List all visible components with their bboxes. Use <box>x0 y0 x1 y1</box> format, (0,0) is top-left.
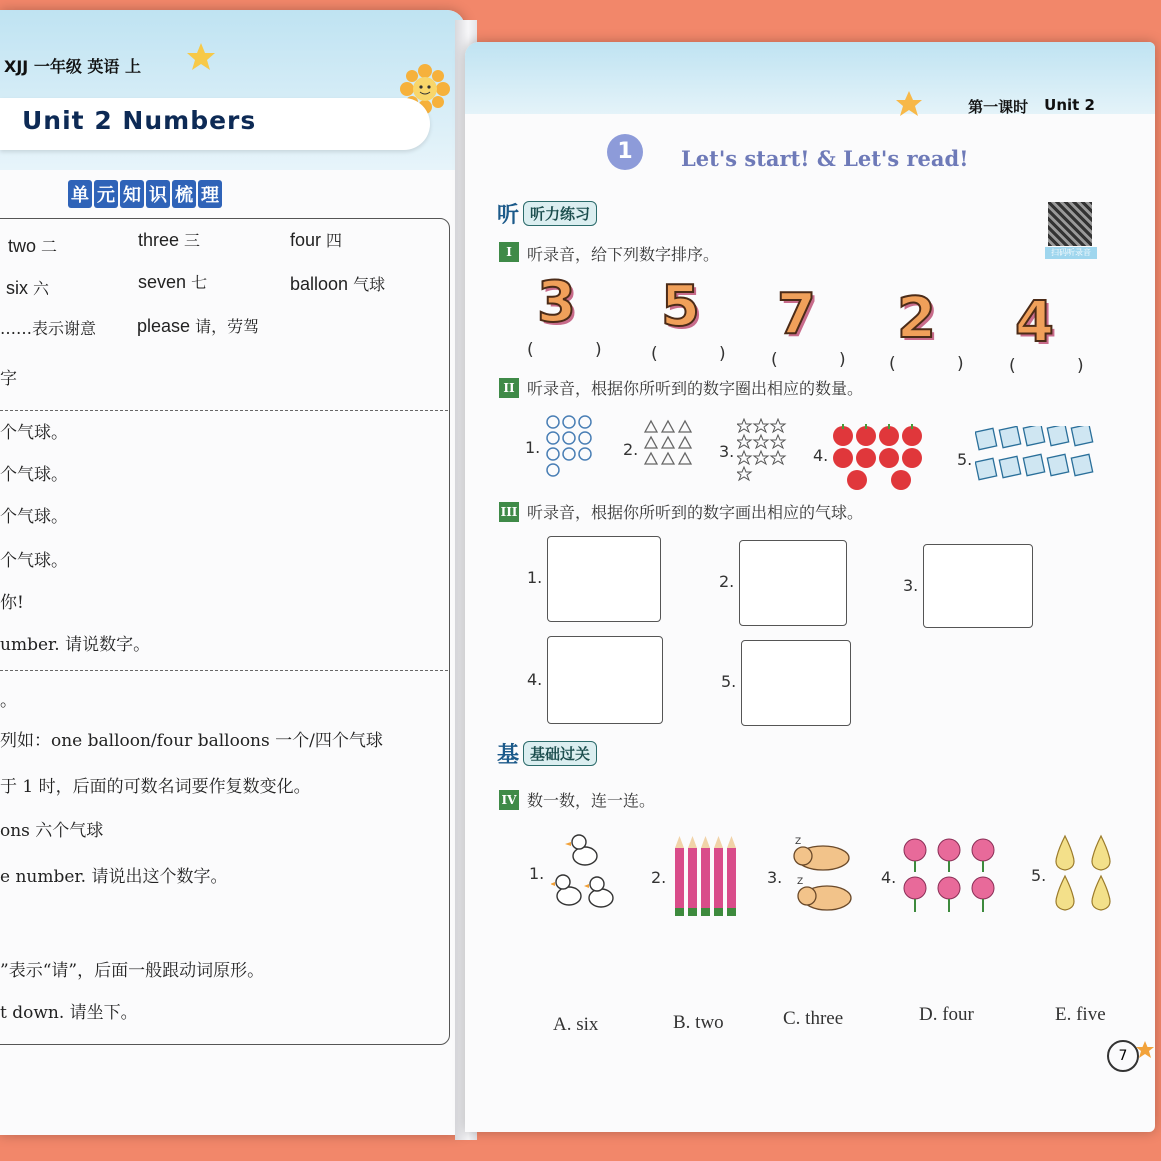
star-icon <box>186 42 216 72</box>
circles-icon[interactable] <box>545 414 597 480</box>
note: 列如：one balloon/four balloons 一个/四个气球 <box>0 731 383 751</box>
drawing-box[interactable] <box>547 636 663 724</box>
option-a: A. six <box>553 1014 599 1035</box>
vocab-item: four 四 <box>290 230 343 250</box>
listening-tag-char: 听 <box>497 203 520 228</box>
pears-icon[interactable] <box>1051 832 1119 916</box>
question-badge: I <box>499 242 519 262</box>
page-header <box>968 96 1095 117</box>
sentence: 个气球。 <box>0 507 68 527</box>
sentence: 你! <box>0 593 24 613</box>
note: 于 1 时，后面的可数名词要作复数变化。 <box>0 777 311 797</box>
vocab-item: six 六 <box>6 278 50 298</box>
item-label: 3. <box>719 442 735 461</box>
lesson-title: Let's start! & Let's read! <box>681 146 969 171</box>
item-label: 5. <box>957 450 973 469</box>
vocab-item: ……表示谢意 <box>0 319 97 338</box>
note: e number. 请说出这个数字。 <box>0 867 228 887</box>
svg-text:Z: Z <box>797 877 804 887</box>
note: ”表示“请”，后面一般跟动词原形。 <box>0 961 265 981</box>
number-figure: 7 <box>777 282 816 347</box>
lesson-number-badge: 1 <box>607 134 643 170</box>
drawing-box[interactable] <box>739 540 847 626</box>
svg-text:Z: Z <box>795 837 802 847</box>
star-icon <box>1135 1040 1155 1060</box>
question-text: 听录音，给下列数字排序。 <box>527 245 720 264</box>
drawing-box[interactable] <box>547 536 661 622</box>
item-label: 1. <box>529 864 545 883</box>
item-label: 4. <box>881 868 897 887</box>
vocab-item: seven 七 <box>138 272 208 292</box>
item-label: 4. <box>527 670 543 689</box>
question-text: 听录音，根据你所听到的数字画出相应的气球。 <box>527 503 864 522</box>
unit-title: Unit 2 Numbers <box>22 106 257 135</box>
answer-blank[interactable]: ( ) <box>527 340 630 360</box>
item-label: 5. <box>721 672 737 691</box>
left-page <box>0 10 465 1135</box>
sentence: 个气球。 <box>0 423 68 443</box>
option-c: C. three <box>783 1008 844 1029</box>
listening-tag <box>497 198 597 229</box>
milk-cartons-icon[interactable] <box>975 426 1097 486</box>
triangles-icon[interactable] <box>643 418 695 468</box>
right-page <box>465 42 1155 1132</box>
note: 。 <box>0 691 17 711</box>
unit-label: Unit 2 <box>1044 96 1095 114</box>
answer-blank[interactable]: ( ) <box>771 350 874 370</box>
number-figure: 2 <box>897 286 936 351</box>
section-title-char: 元 <box>94 180 118 208</box>
option-d: D. four <box>919 1004 974 1025</box>
number-figure: 5 <box>661 274 700 339</box>
question-badge: III <box>499 502 519 522</box>
book-label: XJJ 一年级 英语 上 <box>4 57 141 76</box>
vocab-item: balloon 气球 <box>290 274 386 294</box>
section-title-char: 知 <box>120 180 144 208</box>
answer-blank[interactable]: ( ) <box>651 344 754 364</box>
vocab-item: two 二 <box>8 236 58 256</box>
section-title-char: 梳 <box>172 180 196 208</box>
item-label: 3. <box>903 576 919 595</box>
note: t down. 请坐下。 <box>0 1003 138 1023</box>
item-label: 2. <box>623 440 639 459</box>
question-text: 数一数，连一连。 <box>527 791 656 810</box>
note: ons 六个气球 <box>0 821 104 841</box>
page-number: 7 <box>1107 1040 1139 1072</box>
question-badge: IV <box>499 790 519 810</box>
section-title <box>68 180 222 208</box>
ducks-icon[interactable] <box>551 826 621 918</box>
star-icon <box>895 90 923 118</box>
item-label: 1. <box>525 438 541 457</box>
number-figure: 4 <box>1015 290 1054 355</box>
stars-icon[interactable] <box>737 418 789 486</box>
item-label: 5. <box>1031 866 1047 885</box>
option-b: B. two <box>673 1012 724 1033</box>
flowers-icon[interactable] <box>901 836 999 918</box>
sentence: 个气球。 <box>0 465 68 485</box>
pencils-icon[interactable] <box>671 834 743 918</box>
vocab-item: please 请，劳驾 <box>137 316 260 336</box>
section-title-char: 理 <box>198 180 222 208</box>
listening-tag-label: 听力练习 <box>523 201 597 226</box>
item-label: 1. <box>527 568 543 587</box>
sentence: 个气球。 <box>0 551 68 571</box>
sentence: umber. 请说数字。 <box>0 635 151 655</box>
answer-blank[interactable]: ( ) <box>1009 356 1112 376</box>
basic-tag-label: 基础过关 <box>523 741 597 766</box>
number-figure: 3 <box>537 270 576 335</box>
section-title-char: 单 <box>68 180 92 208</box>
question-text: 听录音，根据你所听到的数字圈出相应的数量。 <box>527 379 864 398</box>
item-label: 2. <box>719 572 735 591</box>
lesson-label: 第一课时 <box>968 98 1029 116</box>
answer-blank[interactable]: ( ) <box>889 354 992 374</box>
apples-icon[interactable] <box>831 422 927 492</box>
qr-code-icon[interactable] <box>1048 202 1092 246</box>
divider <box>0 670 448 671</box>
drawing-box[interactable] <box>923 544 1033 628</box>
item-label: 4. <box>813 446 829 465</box>
cats-icon[interactable] <box>789 836 855 916</box>
drawing-box[interactable] <box>741 640 851 726</box>
divider <box>0 410 448 411</box>
vocab-tail: 字 <box>0 369 17 389</box>
qr-caption: 扫码听录音 <box>1045 247 1097 259</box>
basic-tag-char: 基 <box>497 743 520 768</box>
vocab-item: three 三 <box>138 230 201 250</box>
basic-tag <box>497 738 597 769</box>
item-label: 3. <box>767 868 783 887</box>
item-label: 2. <box>651 868 667 887</box>
question-badge: II <box>499 378 519 398</box>
option-e: E. five <box>1055 1004 1106 1025</box>
section-title-char: 识 <box>146 180 170 208</box>
